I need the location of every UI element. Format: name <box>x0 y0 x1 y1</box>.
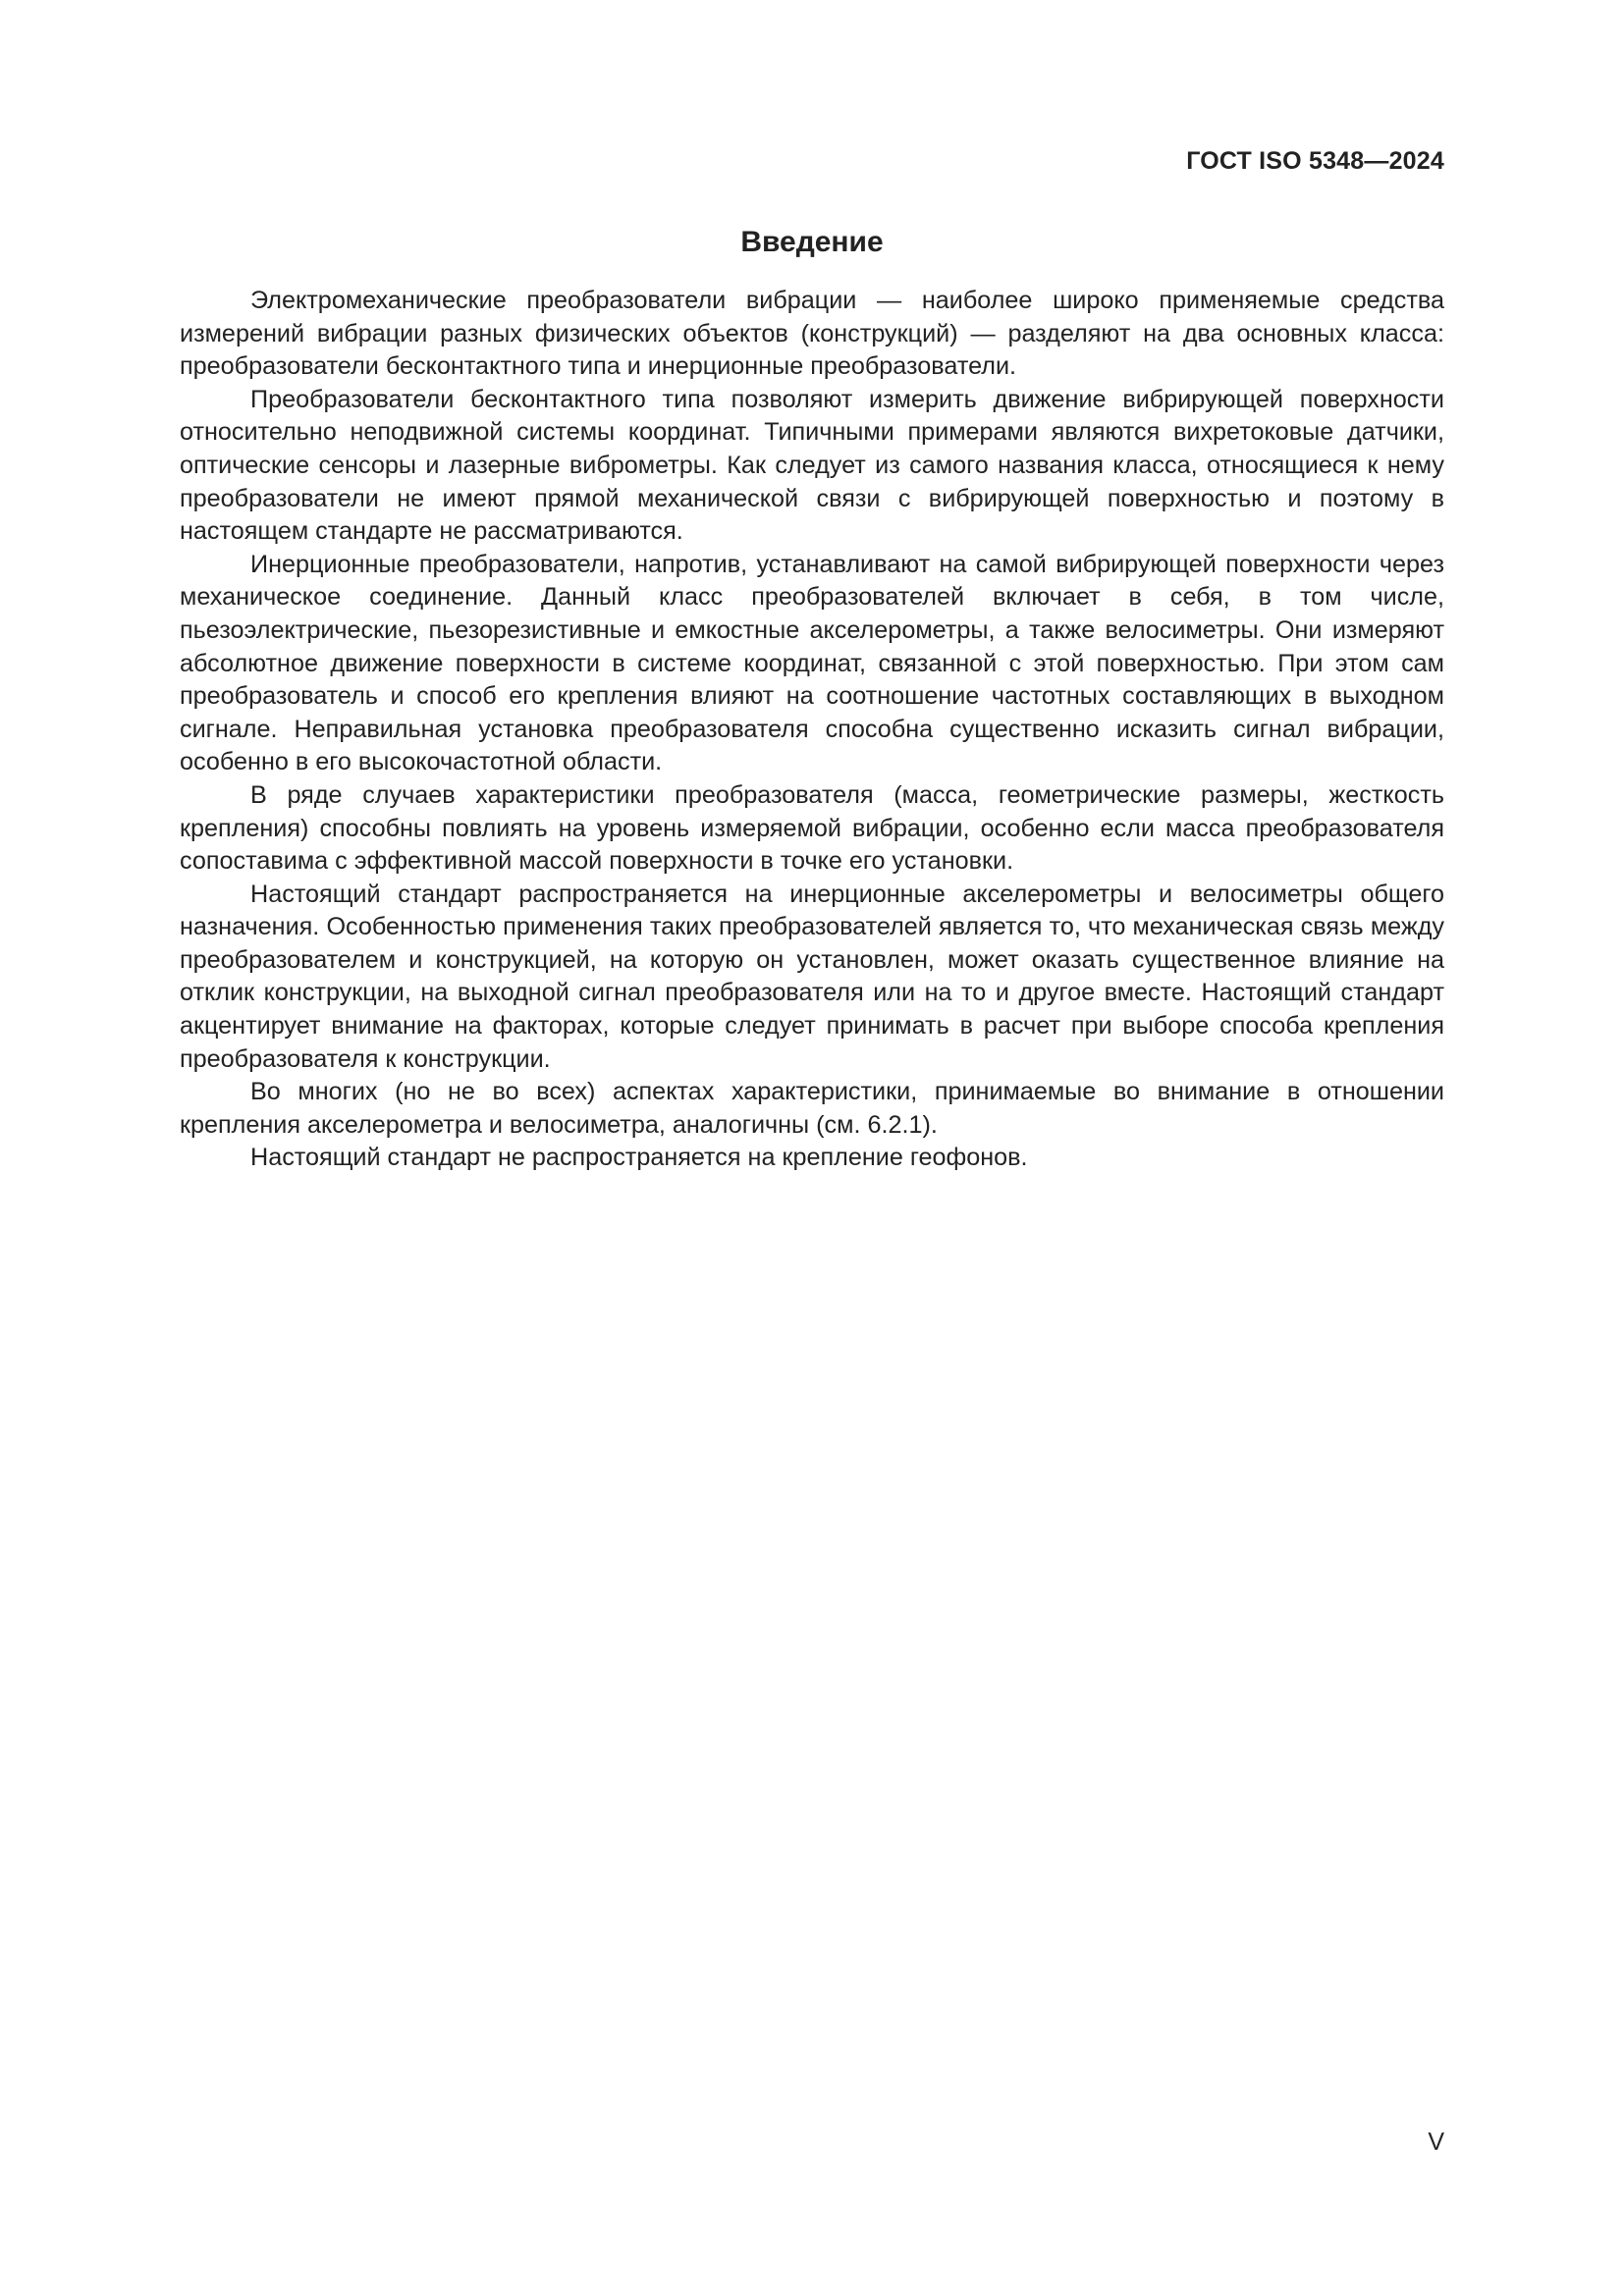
section-title: Введение <box>740 226 884 258</box>
paragraph: Электромеханические преобразователи вибрации — наиболее широко применяемые средства измерений вибрации разных физических объектов (конструкций) — разделяют на два основных класса: преобразователи бесконтактного типа и инерционные преобразователи. <box>180 287 1444 381</box>
paragraph: Инерционные преобразователи, напротив, устанавливают на самой вибрирующей поверхности через механическое соединение. Данный класс преобразователей включает в себя, в том числе, пьезоэлектрические, пьезорезистивные и емкостные акселерометры, а также велосиметры. Они измеряют абсолютное движение поверхности в системе координат, связанной с этой поверхностью. При этом сам преобразователь и способ его крепления влияют на соотношение частотных составляющих в выходном сигнале. Неправильная установка преобразователя способна существенно исказить сигнал вибрации, особенно в его высокочастотной области. <box>180 550 1444 776</box>
page-number: V <box>1428 2128 1444 2156</box>
paragraph: Преобразователи бесконтактного типа позволяют измерить движение вибрирующей поверхности относительно неподвижной системы координат. Типичными примерами являются вихретоковые датчики, оптические сенсоры и лазерные виброметры. Как следует из самого названия класса, относящиеся к нему преобразователи не имеют прямой механической связи с вибрирующей поверхностью и поэтому в настоящем стандарте не рассматриваются. <box>180 385 1444 546</box>
body-text <box>180 285 1444 1175</box>
paragraph: Настоящий стандарт распространяется на инерционные акселерометры и велосиметры общего назначения. Особенностью применения таких преобразователей является то, что механическая связь между преобразователем и конструкцией, на которую он установлен, может оказать существенное влияние на отклик конструкции, на выходной сигнал преобразователя или на то и другое вместе. Настоящий стандарт акцентирует внимание на факторах, которые следует принимать в расчет при выборе способа крепления преобразователя к конструкции. <box>180 880 1444 1073</box>
paragraph: В ряде случаев характеристики преобразователя (масса, геометрические размеры, жесткость крепления) способны повлиять на уровень измеряемой вибрации, особенно если масса преобразователя сопоставима с эффективной массой поверхности в точке его установки. <box>180 780 1444 876</box>
paragraph: Во многих (но не во всех) аспектах характеристики, принимаемые во внимание в отношении крепления акселерометра и велосиметра, аналогичны (см. 6.2.1). <box>180 1078 1444 1139</box>
paragraph: Настоящий стандарт не распространяется на крепление геофонов. <box>250 1144 1028 1172</box>
document-code: ГОСТ ISO 5348—2024 <box>1186 147 1444 175</box>
